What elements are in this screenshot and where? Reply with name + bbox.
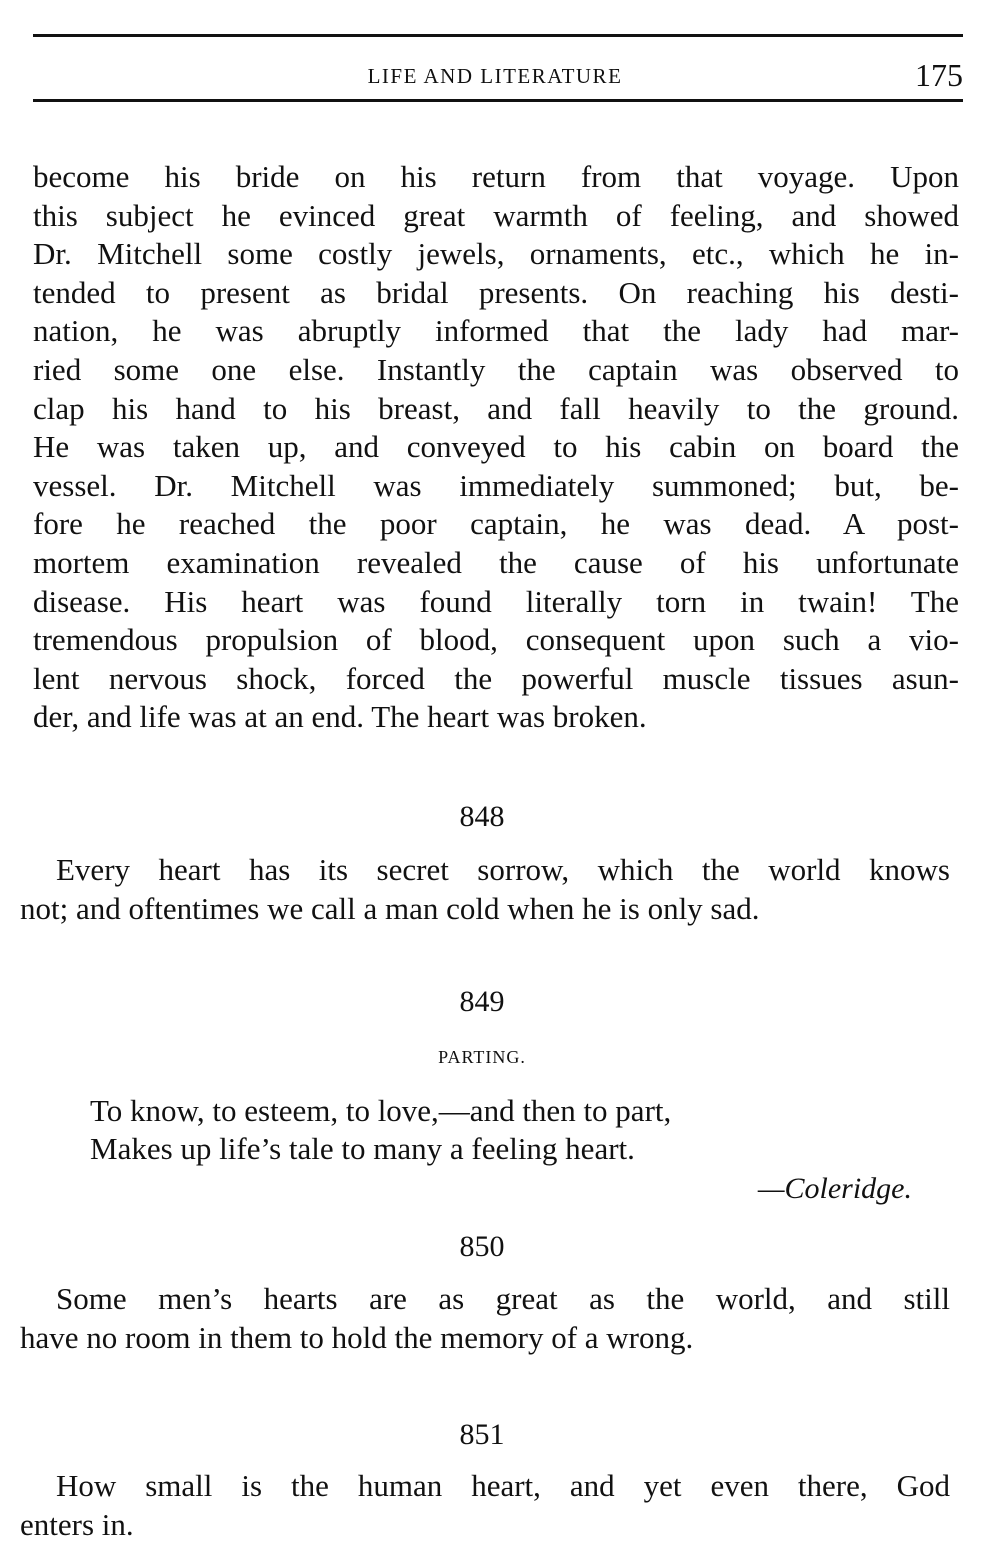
text-line: clap his hand to his breast, and fall heavily to the ground. bbox=[33, 390, 959, 426]
entry-848-text bbox=[20, 851, 950, 928]
text-line: tended to present as bridal presents. On reaching his desti- bbox=[33, 274, 959, 310]
running-title: LIFE AND LITERATURE bbox=[367, 64, 623, 88]
entry-number-851: 851 bbox=[459, 1418, 505, 1451]
text-line: ried some one else. Instantly the captain was observed to bbox=[33, 351, 959, 387]
text-line: fore he reached the poor captain, he was dead. A post- bbox=[33, 506, 959, 542]
continuation-paragraph bbox=[33, 158, 959, 737]
text-line: this subject he evinced great warmth of feeling, and showed bbox=[33, 197, 959, 233]
entry-number-848: 848 bbox=[459, 800, 505, 833]
entry-851-text bbox=[20, 1467, 950, 1544]
text-line: How small is the human heart, and yet even there, God bbox=[56, 1468, 950, 1503]
text-line: not; and oftentimes we call a man cold when he is only sad. bbox=[20, 890, 760, 926]
verse-line: Makes up life’s tale to many a feeling heart. bbox=[90, 1131, 635, 1166]
header-rule-top bbox=[33, 34, 963, 37]
text-line: vessel. Dr. Mitchell was immediately summoned; but, be- bbox=[33, 467, 959, 503]
text-line: mortem examination revealed the cause of his unfortunate bbox=[33, 544, 959, 580]
text-line: Every heart has its secret sorrow, which the world knows bbox=[56, 852, 950, 887]
attribution: —Coleridge. bbox=[757, 1172, 912, 1205]
text-line: nation, he was abruptly informed that the lady had mar- bbox=[33, 313, 959, 349]
text-line: der, and life was at an end. The heart was broken. bbox=[33, 699, 647, 735]
text-line: tremendous propulsion of blood, consequent upon such a vio- bbox=[33, 622, 959, 658]
text-line: have no room in them to hold the memory of a wrong. bbox=[20, 1319, 694, 1355]
header-rule-bottom bbox=[33, 99, 963, 102]
text-line: Dr. Mitchell some costly jewels, ornaments, etc., which he in- bbox=[33, 236, 959, 272]
verse-line: To know, to esteem, to love,—and then to part, bbox=[90, 1093, 672, 1128]
text-line: disease. His heart was found literally torn in twain! The bbox=[33, 583, 959, 619]
page-number: 175 bbox=[915, 57, 963, 93]
text-line: lent nervous shock, forced the powerful muscle tissues asun- bbox=[33, 660, 959, 696]
entry-number-849: 849 bbox=[459, 985, 505, 1018]
verse bbox=[90, 1092, 671, 1168]
text-line: Some men’s hearts are as great as the world, and still bbox=[56, 1281, 950, 1316]
entry-850-text bbox=[20, 1280, 950, 1357]
text-line: become his bride on his return from that voyage. Upon bbox=[33, 159, 959, 194]
entry-title-parting: PARTING. bbox=[438, 1047, 526, 1067]
text-line: He was taken up, and conveyed to his cabin on board the bbox=[33, 429, 959, 465]
entry-number-850: 850 bbox=[459, 1230, 505, 1263]
text-line: enters in. bbox=[20, 1506, 134, 1542]
